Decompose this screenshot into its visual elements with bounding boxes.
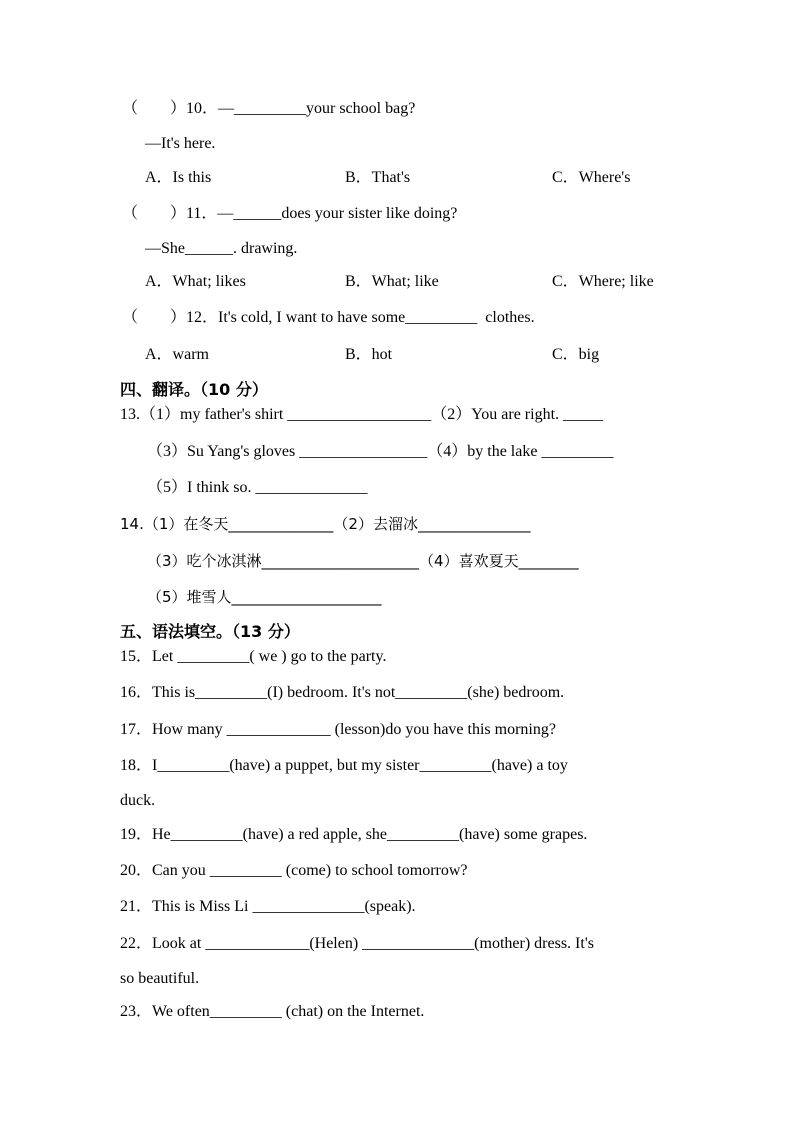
question-10-option-c: C．Where's xyxy=(552,169,631,186)
question-23: 23．We often_________ (chat) on the Internet. xyxy=(120,1003,425,1020)
question-13-line-2: （3）Su Yang's gloves ________________（4）by the lake _________ xyxy=(147,443,614,460)
question-20: 20．Can you _________ (come) to school tomorrow? xyxy=(120,862,468,879)
question-12-option-c: C．big xyxy=(552,346,600,363)
question-11: （ ）11．—______does your sister like doing? xyxy=(122,205,458,222)
question-10-option-b: B．That's xyxy=(345,169,411,186)
section-4-heading: 四、翻译。（10 分） xyxy=(120,380,268,399)
question-18: 18．I_________(have) a puppet, but my sister_________(have) a toy xyxy=(120,757,568,774)
question-22-continued: so beautiful. xyxy=(120,970,200,987)
question-12: （ ）12．It's cold, I want to have some_________ clothes. xyxy=(122,309,535,326)
question-11-option-a: A．What; likes xyxy=(145,273,246,290)
question-11-option-b: B．What; like xyxy=(345,273,439,290)
question-21: 21．This is Miss Li ______________(speak). xyxy=(120,898,416,915)
question-12-option-b: B．hot xyxy=(345,346,393,363)
question-11-option-c: C．Where; like xyxy=(552,273,654,290)
question-13-line-1: 13.（1）my father's shirt __________________（2）You are right. _____ xyxy=(120,406,604,423)
question-10: （ ）10．—_________your school bag? xyxy=(122,100,416,117)
question-15: 15．Let _________( we ) go to the party. xyxy=(120,648,387,665)
question-19: 19．He_________(have) a red apple, she_________(have) some grapes. xyxy=(120,826,588,843)
question-10-option-a: A．Is this xyxy=(145,169,212,186)
question-22: 22．Look at _____________(Helen) ______________(mother) dress. It's xyxy=(120,935,594,952)
question-13-line-3: （5）I think so. ______________ xyxy=(147,479,368,496)
question-14-line-1: 14.（1）在冬天______________（2）去溜冰_______________ xyxy=(120,515,531,533)
section-5-heading: 五、语法填空。（13 分） xyxy=(120,622,300,641)
question-14-line-2: （3）吃个冰淇淋_____________________（4）喜欢夏天________ xyxy=(147,552,579,570)
question-18-continued: duck. xyxy=(120,792,156,809)
question-11-dialogue: —She______. drawing. xyxy=(145,240,298,257)
question-10-dialogue: —It's here. xyxy=(145,135,216,152)
question-17: 17．How many _____________ (lesson)do you have this morning? xyxy=(120,721,556,738)
question-12-option-a: A．warm xyxy=(145,346,209,363)
question-16: 16．This is_________(I) bedroom. It's not_________(she) bedroom. xyxy=(120,684,565,701)
question-14-line-3: （5）堆雪人____________________ xyxy=(147,588,382,606)
